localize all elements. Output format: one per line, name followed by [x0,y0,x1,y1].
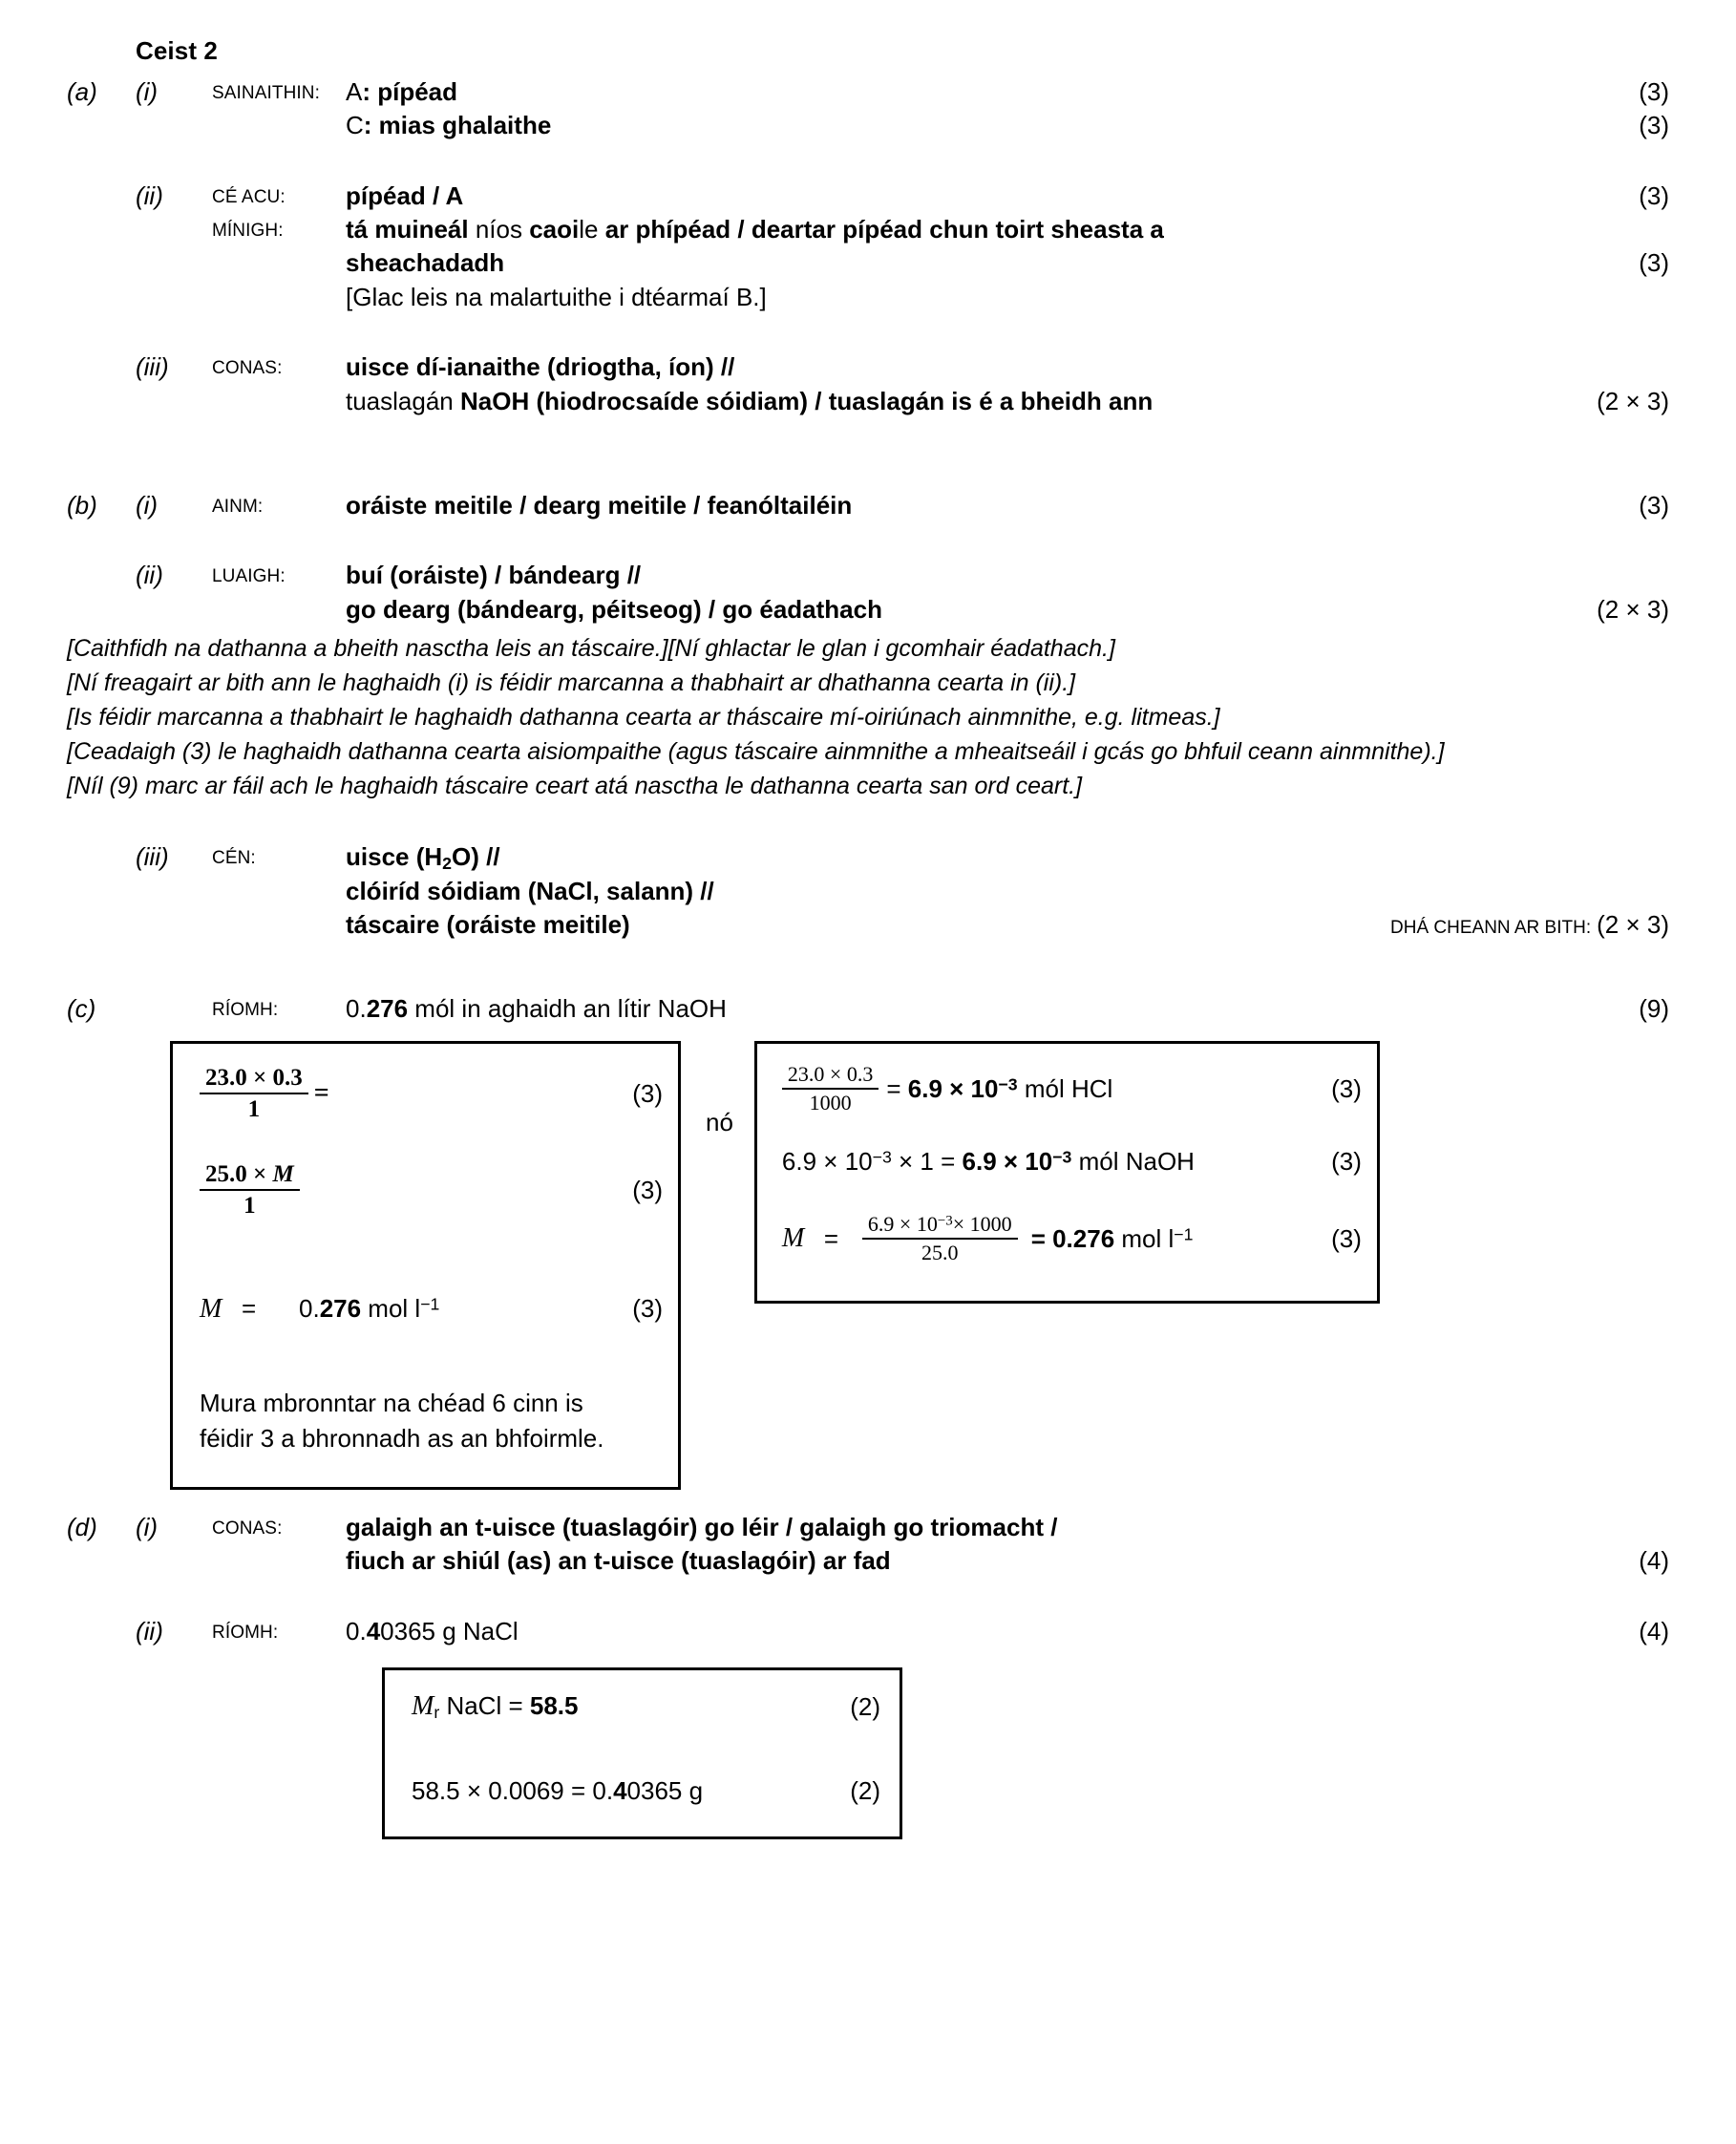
exponent: −3 [1052,1147,1072,1167]
fraction-2 [200,1161,300,1220]
part-a-ii-body-2 [346,213,1669,314]
part-b-i-row [67,489,1669,522]
answer-prefix-c: C [346,111,364,140]
answer-line [346,109,1669,142]
molarity-symbol: M [272,1160,294,1187]
answer-line [346,75,1669,109]
value-bold: 6.9 × 10 [962,1147,1053,1177]
formula-right-3 [782,1213,1362,1264]
formula-d-1 [412,1691,880,1723]
answer-b-iii-1a: uisce (H [346,841,443,871]
spacer-letter [67,213,136,215]
part-a-ii-cue-1: CÉ ACU: [212,186,286,207]
answer-line-2 [346,246,1669,280]
fraction-numerator: 23.0 × 0.3 [200,1065,308,1094]
part-b-ii-row [67,559,1669,626]
value-units: mól HCl [1017,1073,1113,1103]
fraction-denominator: 1 [243,1192,256,1219]
part-a-ii-row [67,180,1669,213]
answer-line-2 [346,1544,1669,1578]
marks-right-1: (3) [1331,1073,1362,1103]
part-c-cue: RÍOMH: [212,999,279,1020]
part-d-i-cue: CONAS: [212,1518,283,1539]
answer-d-ii-a: 0. [346,1616,367,1645]
or-label: nó [706,1107,733,1136]
exponent: −3 [872,1147,892,1167]
marks-left-2: (3) [632,1175,663,1204]
fraction-denominator: 1000 [809,1090,852,1114]
part-d-ii-body [346,1615,1669,1648]
formula-text: NaCl = [439,1691,530,1721]
part-b-letter: (b) [67,490,97,520]
part-b-i-cue: AINM: [212,496,264,517]
part-c-letter: (c) [67,993,96,1023]
formula-d-2 [412,1776,880,1806]
frac-text: 25.0 × [205,1160,273,1187]
result-prefix: 0. [299,1294,320,1324]
part-b-iii-cue: CÉN: [212,847,256,868]
part-a-ii-cue-2: MÍNIGH: [212,221,284,242]
formula-right-2 [782,1147,1362,1177]
marks-right-2: (3) [1331,1147,1362,1177]
value-b: × 1 = [891,1147,963,1177]
answer-b-ii-1: buí (oráiste) / bándearg // [346,561,642,590]
part-d-letter: (d) [67,1512,97,1541]
calc-b: 4 [613,1775,627,1805]
exponent: −3 [937,1213,953,1229]
answer-line [346,1511,1669,1544]
spacer-letter [67,840,136,842]
note-line: [Níl (9) marc ar fáil ach le haghaidh táscaire ceart atá nasctha le dathanna cearta san ord ceart.] [67,772,1083,799]
answer-c-b: 276 [366,993,409,1023]
exponent: −3 [998,1074,1018,1094]
result-exponent: −1 [420,1295,440,1315]
answer-line-3 [346,281,1669,314]
part-c-body [346,992,1669,1026]
equals-sign: = [313,1078,329,1109]
value-bold: 6.9 × 10 [907,1073,999,1103]
calculation-box-left [170,1041,681,1490]
equals-sign: = [823,1223,839,1253]
condition-b-iii: DHÁ CHEANN AR BITH: [1390,918,1592,939]
answer-a-ii-line2: sheachadadh [346,248,505,278]
marks-b-ii: (2 × 3) [1597,594,1669,624]
marks-a-ii-2: (3) [1639,248,1669,278]
answer-d-i-2: fiuch ar shiúl (as) an t-uisce (tuaslagóir) ar fad [346,1546,891,1576]
calc-a: 58.5 × 0.0069 = 0. [412,1775,614,1805]
equals-sign: = [886,1073,908,1103]
part-a-i-row [67,75,1669,143]
calculation-box-d [382,1667,902,1839]
answer-d-i-1: galaigh an t-uisce (tuaslagóir) go léir / galaigh go triomacht / [346,1512,1058,1541]
note-line: [Caithfidh na dathanna a bheith nasctha leis an táscaire.][Ní ghlactar le glan i gcomhair éadathach.] [67,634,1115,662]
spacer-letter [67,180,136,181]
marks-a-ii-1: (3) [1639,180,1669,210]
answer-b-iii-1b: O) // [452,841,500,871]
part-a-ii-body-1 [346,180,1669,213]
spacer-letter [67,350,136,352]
marks-a-i-1: (3) [1639,77,1669,106]
part-a-i-cue: SAINAITHIN: [212,83,321,103]
subscript-2: 2 [442,853,452,873]
answer-seg-1: tá muineál [346,215,469,244]
note-line: [Ceadaigh (3) le haghaidh dathanna cearta aisiompaithe (agus táscaire ainmnithe a mheaitseáil i gcás go bhfuil ceann ainmnithe).] [67,737,1445,765]
part-c-row [67,992,1669,1026]
answer-line [346,489,1669,522]
answer-line [346,180,1669,213]
fraction-denominator: 25.0 [921,1240,959,1264]
fraction-numerator [862,1213,1018,1240]
calculation-box-right [754,1041,1380,1304]
right-3-result [1031,1224,1194,1254]
subscript-r: r [434,1702,440,1722]
answer-c-a: 0. [346,993,367,1023]
answer-line [346,1615,1669,1648]
marks-a-iii: (2 × 3) [1597,386,1669,415]
answer-line-2 [346,385,1669,418]
molar-mass-value: 58.5 [529,1691,579,1721]
part-b-ii-cue: LUAIGH: [212,566,286,587]
answer-a-iii-2b: NaOH (hiodrocsaíde sóidiam) / tuaslagán is é a bheidh ann [459,386,1154,415]
fraction-numerator [200,1161,300,1191]
part-b-notes [67,632,1669,803]
part-a-letter: (a) [67,77,97,106]
answer-text-c: : mias ghalaithe [363,111,552,140]
part-d-ii-row [67,1615,1669,1648]
marks-left-3: (3) [632,1294,663,1324]
note-line: [Is féidir marcanna a thabhairt le haghaidh dathanna cearta ar tháscaire mí-oiriúnach ainmnithe, e.g. litmeas.] [67,703,1220,731]
part-b-i-body [346,489,1669,522]
answer-line-2 [346,875,1669,908]
answer-line-3 [346,908,1669,942]
part-a-i-roman: (i) [136,77,159,106]
num-a: 6.9 × 10 [867,1212,938,1237]
answer-b-ii-2: go dearg (bándearg, péitseog) / go éadathach [346,594,882,624]
part-d-i-body [346,1511,1669,1579]
note-left-box: Mura mbronntar na chéad 6 cinn is féidir 3 a bhronnadh as an bhfoirmle. [200,1388,604,1453]
marks-d-i: (4) [1639,1546,1669,1576]
value-units: mól NaOH [1071,1147,1195,1177]
part-a-ii-row-2 [67,213,1669,314]
answer-seg-3: caoi [529,215,580,244]
note-a-ii: [Glac leis na malartuithe i dtéarmaí B.] [346,282,767,311]
marks-d-box-2: (2) [850,1775,880,1805]
part-d-ii-cue: RÍOMH: [212,1622,279,1643]
answer-seg-2: níos [468,215,530,244]
marks-b-iii: (2 × 3) [1597,910,1669,940]
formula-line-2 [200,1161,663,1220]
result-units: mol l [1114,1223,1175,1253]
molar-mass-symbol: M [412,1691,434,1722]
answer-line [346,350,1669,384]
part-a-iii-cue: CONAS: [212,358,283,379]
answer-a-iii-2a: tuaslagán [346,386,460,415]
note-line: [Ní freagairt ar bith ann le haghaidh (i) is féidir marcanna a thabhairt ar dhathanna cearta in (ii).] [67,669,1076,696]
formula-right-1 [782,1063,1362,1114]
answer-b-iii-2: clóiríd sóidiam (NaCl, salann) // [346,876,714,905]
spacer-roman [136,992,212,994]
part-b-i-roman: (i) [136,490,159,520]
part-b-iii-row [67,840,1669,943]
marks-d-box-1: (2) [850,1691,880,1721]
part-b-iii-body [346,840,1669,943]
answer-d-ii-b: 4 [366,1616,381,1645]
part-d-i-roman: (i) [136,1512,159,1541]
fraction-numerator: 23.0 × 0.3 [782,1063,879,1090]
answer-a-iii-1: uisce dí-ianaithe (driogtha, íon) // [346,352,735,382]
page-title: Ceist 2 [136,36,218,65]
marks-c: (9) [1639,993,1669,1023]
part-a-iii-body [346,350,1669,418]
part-d-ii-roman: (ii) [136,1616,163,1645]
fraction-1 [200,1065,308,1123]
spacer-letter [67,559,136,561]
result-exponent: −1 [1174,1224,1194,1244]
marks-left-1: (3) [632,1078,663,1108]
answer-d-ii-c: 0365 g NaCl [380,1616,519,1645]
answer-c-c: mól in aghaidh an lítir NaOH [408,993,727,1023]
part-b-ii-roman: (ii) [136,561,163,590]
marks-b-i: (3) [1639,490,1669,520]
result-digits: 276 [319,1294,362,1324]
fraction-denominator: 1 [247,1095,261,1122]
formula-line-3 [200,1294,663,1325]
answer-line [346,992,1669,1026]
molarity-symbol: M [781,1223,805,1254]
marks-a-i-2: (3) [1639,111,1669,140]
calc-c: 0365 g [626,1775,704,1805]
answer-line [346,213,1669,246]
num-b: × 1000 [952,1212,1012,1237]
spacer-letter [67,1615,136,1617]
part-a-iii-roman: (iii) [136,352,169,382]
marks-d-ii: (4) [1639,1616,1669,1645]
part-b-iii-roman: (iii) [136,841,169,871]
calculation-boxes-row [67,1041,1669,1490]
answer-line [346,559,1669,592]
answer-seg-5: ar phípéad / deartar pípéad chun toirt sheasta a [598,215,1164,244]
molarity-symbol: M [200,1293,222,1324]
answer-prefix-a: A [346,77,363,106]
fraction-3 [862,1213,1018,1264]
equals-sign: = [242,1294,257,1324]
right-2-text [782,1147,1195,1177]
formula-line-1 [200,1065,663,1123]
result-prefix: = 0. [1030,1223,1073,1253]
answer-a-ii-1: pípéad / A [346,180,464,210]
part-a-iii-row [67,350,1669,418]
answer-b-i: oráiste meitile / dearg meitile / feanóltailéin [346,490,853,520]
result-digits: 276 [1072,1223,1115,1253]
part-a-i-body [346,75,1669,143]
answer-line [346,840,1669,875]
answer-seg-4: le [579,215,599,244]
fraction-1 [782,1063,879,1114]
result-units: mol l [361,1294,421,1324]
spacer-roman [136,213,212,215]
answer-text-a: : pípéad [362,77,458,106]
right-1-text [886,1074,1112,1104]
part-a-ii-roman: (ii) [136,180,163,210]
value-a: 6.9 × 10 [781,1147,873,1177]
part-d-i-row [67,1511,1669,1579]
answer-line-2 [346,593,1669,626]
answer-b-iii-3: táscaire (oráiste meitile) [346,910,630,940]
marks-right-3: (3) [1331,1223,1362,1253]
part-b-ii-body [346,559,1669,626]
result-left [299,1294,439,1324]
